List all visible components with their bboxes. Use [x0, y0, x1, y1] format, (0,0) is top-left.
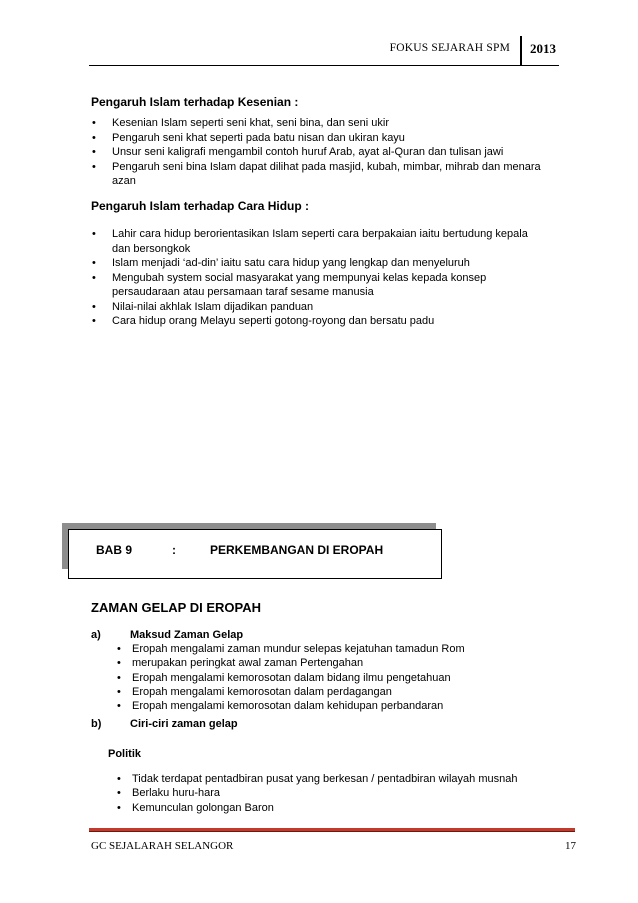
- list-item: • Mengubah system social masyarakat yang mempunyai kelas kepada konsep: [92, 271, 487, 284]
- bullet-icon: •: [92, 300, 96, 313]
- list-item: • Nilai-nilai akhlak Islam dijadikan panduan: [92, 300, 314, 313]
- bullet-icon: •: [117, 700, 121, 713]
- bullet-icon: •: [92, 228, 96, 240]
- list-item: • Kemunculan golongan Baron: [117, 801, 274, 814]
- list-item: • Berlaku huru-hara: [117, 787, 221, 800]
- bullet-icon: •: [92, 160, 96, 173]
- bullet-icon: •: [92, 117, 96, 129]
- list-item: • Eropah mengalami kemorosotan dalam kehidupan perbandaran: [117, 700, 444, 713]
- chapter-number: BAB 9: [96, 543, 133, 557]
- header-year: 2013: [530, 41, 556, 56]
- cara-hidup-list: [91, 228, 581, 330]
- bullet-icon: •: [92, 271, 96, 284]
- list-item: • Pengaruh seni bina Islam dapat dilihat pada masjid, kubah, mimbar, mihrab dan menara: [92, 160, 541, 173]
- list-item: • Pengaruh seni khat seperti pada batu nisan dan ukiran kayu: [92, 131, 405, 144]
- list-item: • Eropah mengalami kemorosotan dalam bidang ilmu pengetahuan: [117, 671, 451, 684]
- list-item: • Eropah mengalami zaman mundur selepas kejatuhan tamadun Rom: [117, 643, 465, 655]
- item-label-a: Maksud Zaman Gelap: [130, 629, 244, 641]
- list-item-continuation: dan bersongkok: [112, 242, 191, 255]
- list-item-continuation: azan: [112, 175, 136, 187]
- bullet-icon: •: [117, 787, 121, 800]
- header-title: FOKUS SEJARAH SPM: [389, 42, 510, 54]
- chapter-title: PERKEMBANGAN DI EROPAH: [210, 543, 384, 557]
- footer-source: GC SEJALARAH SELANGOR: [91, 840, 234, 852]
- maksud-list: [117, 643, 577, 714]
- section-title-kesenian: Pengaruh Islam terhadap Kesenian :: [91, 95, 299, 109]
- list-item: • Tidak terdapat pentadbiran pusat yang berkesan / pentadbiran wilayah musnah: [117, 773, 518, 785]
- page-number: 17: [565, 840, 576, 852]
- list-item: • merupakan peringkat awal zaman Pertengahan: [117, 657, 364, 670]
- list-item: • Kesenian Islam seperti seni khat, seni bina, dan seni ukir: [92, 117, 389, 129]
- list-item: • Cara hidup orang Melayu seperti gotong-royong dan bersatu padu: [92, 315, 435, 327]
- bullet-icon: •: [92, 257, 96, 269]
- list-item-continuation: persaudaraan atau persamaan taraf sesame manusia: [112, 286, 374, 298]
- chapter-separator: :: [172, 543, 176, 557]
- section-title-cara-hidup: Pengaruh Islam terhadap Cara Hidup :: [91, 199, 310, 213]
- footer-rule-shadow: [89, 831, 575, 832]
- bullet-icon: •: [117, 643, 121, 655]
- bullet-icon: •: [117, 671, 121, 684]
- header-rule: [89, 65, 559, 66]
- item-label-b: Ciri-ciri zaman gelap: [130, 718, 238, 730]
- zaman-gelap-title: ZAMAN GELAP DI EROPAH: [91, 600, 261, 615]
- header-separator: [520, 36, 522, 66]
- kesenian-list: [91, 117, 581, 190]
- item-letter-b: b): [91, 718, 102, 730]
- bullet-icon: •: [92, 146, 96, 158]
- bullet-icon: •: [92, 131, 96, 144]
- item-letter-a: a): [91, 629, 101, 641]
- list-item: • Eropah mengalami kemorosotan dalam perdagangan: [117, 685, 392, 698]
- list-item: • Islam menjadi ‘ad-din’ iaitu satu cara hidup yang lengkap dan menyeluruh: [92, 257, 470, 269]
- bullet-icon: •: [117, 773, 121, 785]
- bullet-icon: •: [117, 657, 121, 670]
- list-item: • Lahir cara hidup berorientasikan Islam seperti cara berpakaian iaitu bertudung kepala: [92, 228, 528, 240]
- bullet-icon: •: [117, 801, 121, 814]
- politik-list: [117, 773, 577, 816]
- bullet-icon: •: [92, 315, 96, 327]
- bullet-icon: •: [117, 685, 121, 698]
- list-item: • Unsur seni kaligrafi mengambil contoh huruf Arab, ayat al-Quran dan tulisan jawi: [92, 146, 504, 158]
- politik-heading: Politik: [108, 748, 142, 760]
